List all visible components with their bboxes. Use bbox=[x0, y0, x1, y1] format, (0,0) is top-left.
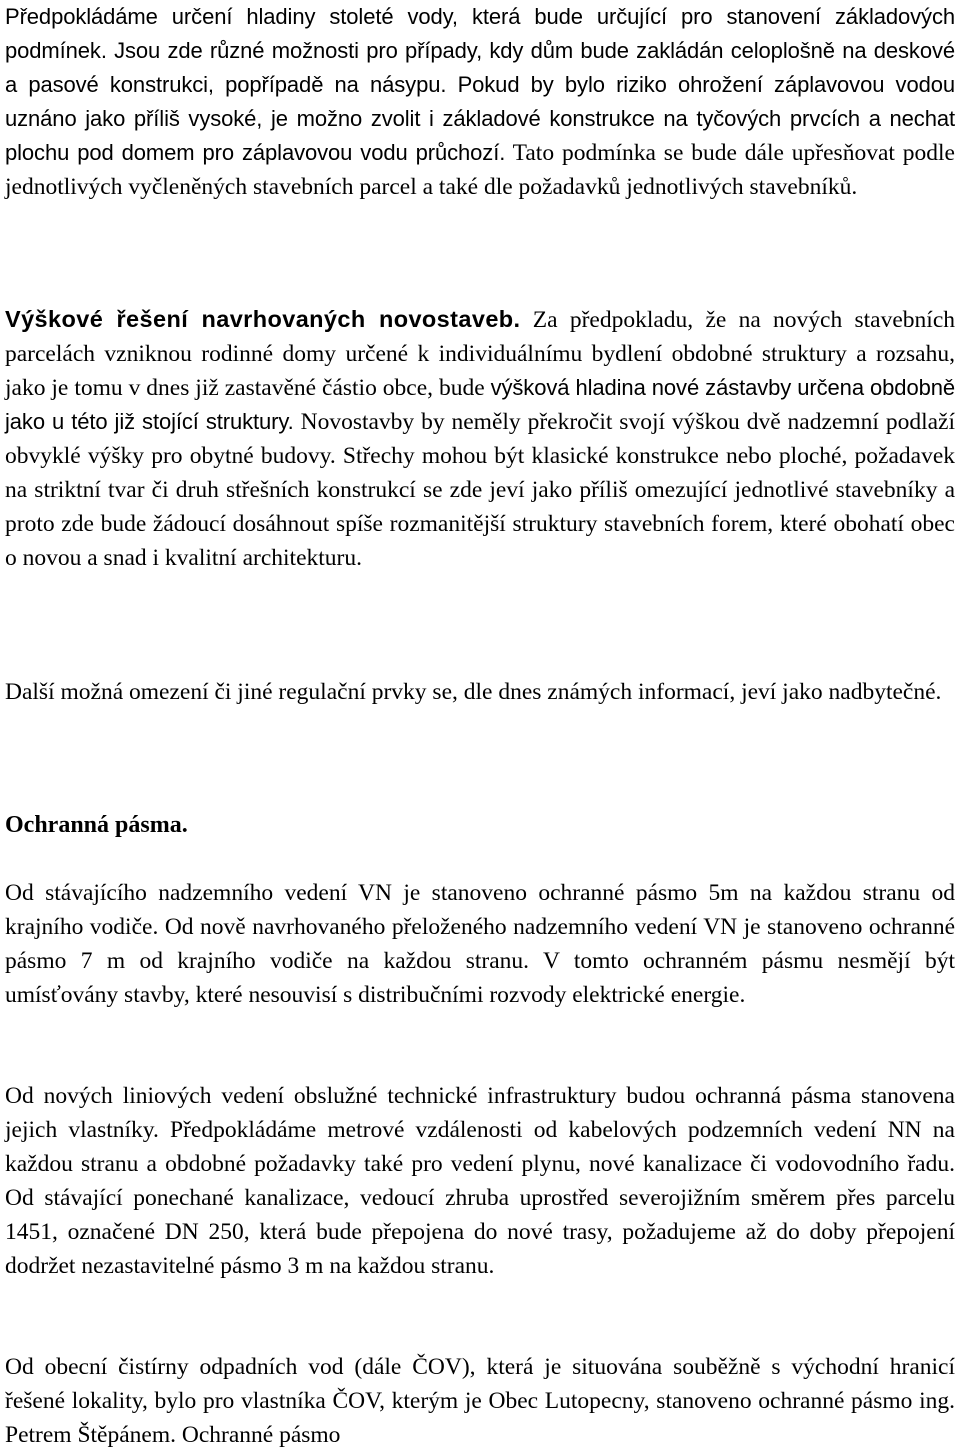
paragraph-height bbox=[5, 302, 955, 575]
paragraph-foundation-sans: Předpokládáme určení hladiny stoleté vody, která bude určující pro stanovení základových podmínek. Jsou zde různé možnosti pro případy, kdy dům bude zakládán celoplošně na deskové a pasové konstrukci, popřípadě na násypu. Pokud by bylo riziko ohrožení záplavovou vodou uznáno jako příliš vysoké, je možno zvolit i základové konstrukce na tyčových prvcích a nechat plochu pod domem pro záplavovou vodu průchozí. bbox=[5, 4, 955, 165]
paragraph-foundation bbox=[5, 0, 955, 204]
paragraph-infrastructure: Od nových liniových vedení obslužné technické infrastruktury budou ochranná pásma stanovena jejich vlastníky. Předpokládáme metrové vzdálenosti od kabelových podzemních vedení NN na každou stranu a obdobné požadavky také pro vedení plynu, nové kanalizace či vodovodního řadu. Od stávající ponechané kanalizace, vedoucí zhruba uprostřed severojižním směrem přes parcelu 1451, označené DN 250, která bude přepojena do nové trasy, požadujeme až do doby přepojení dodržet nezastavitelné pásmo 3 m na každou stranu. bbox=[5, 1083, 955, 1279]
height-text-2: Novostavby by neměly překročit svojí výškou dvě nadzemní podlaží obvyklé výšky pro obytné budovy. Střechy mohou být klasické konstrukce nebo ploché, požadavek na striktní tvar či druh střešních konstrukcí se zde jeví jako příliš omezující jednotlivé stavebníky a proto zde bude žádoucí dosáhnout spíše rozmanitější struktury stavebních forem, které obohatí obec o novou a snad i kvalitní architekturu. bbox=[5, 409, 955, 571]
paragraph-vn-lines: Od stávajícího nadzemního vedení VN je stanoveno ochranné pásmo 5m na každou stranu od krajního vodiče. Od nově navrhovaného přeloženého nadzemního vedení VN je stanoveno ochranné pásmo 7 m od krajního vodiče na každou stranu. V tomto ochranném pásmu nesmějí být umísťovány stavby, které nesouvisí s distribučními rozvody elektrické energie. bbox=[5, 880, 955, 1008]
paragraph-foundation-serif: Tato podmínka se bude dále upřesňovat podle jednotlivých vyčleněných stavebních parcel a také dle požadavků jednotlivých stavebníků. bbox=[5, 140, 955, 200]
height-heading: Výškové řešení navrhovaných novostaveb. bbox=[5, 306, 521, 332]
paragraph-other-limits: Další možná omezení či jiné regulační prvky se, dle dnes známých informací, jeví jako nadbytečné. bbox=[5, 679, 942, 705]
height-text-1: Za předpokladu, že na nových stavebních parcelách vzniknou rodinné domy určené k individuálnímu bydlení obdobné struktury a rozsahu, jako je tomu v dnes již zastavěné částio obce, bude bbox=[5, 307, 956, 401]
section-heading-protection-zones: Ochranná pásma. bbox=[5, 812, 188, 838]
paragraph-cov: Od obecní čistírny odpadních vod (dále ČOV), která je situována souběžně s východní hranicí řešené lokality, bylo pro vlastníka ČOV, kterým je Obec Lutopecny, stanoveno ochranné pásmo ing. Petrem Štěpánem. Ochranné pásmo bbox=[5, 1354, 955, 1448]
height-text-sans: výšková hladina nové zástavby určena obdobně jako u této již stojící struktury. bbox=[5, 375, 955, 434]
